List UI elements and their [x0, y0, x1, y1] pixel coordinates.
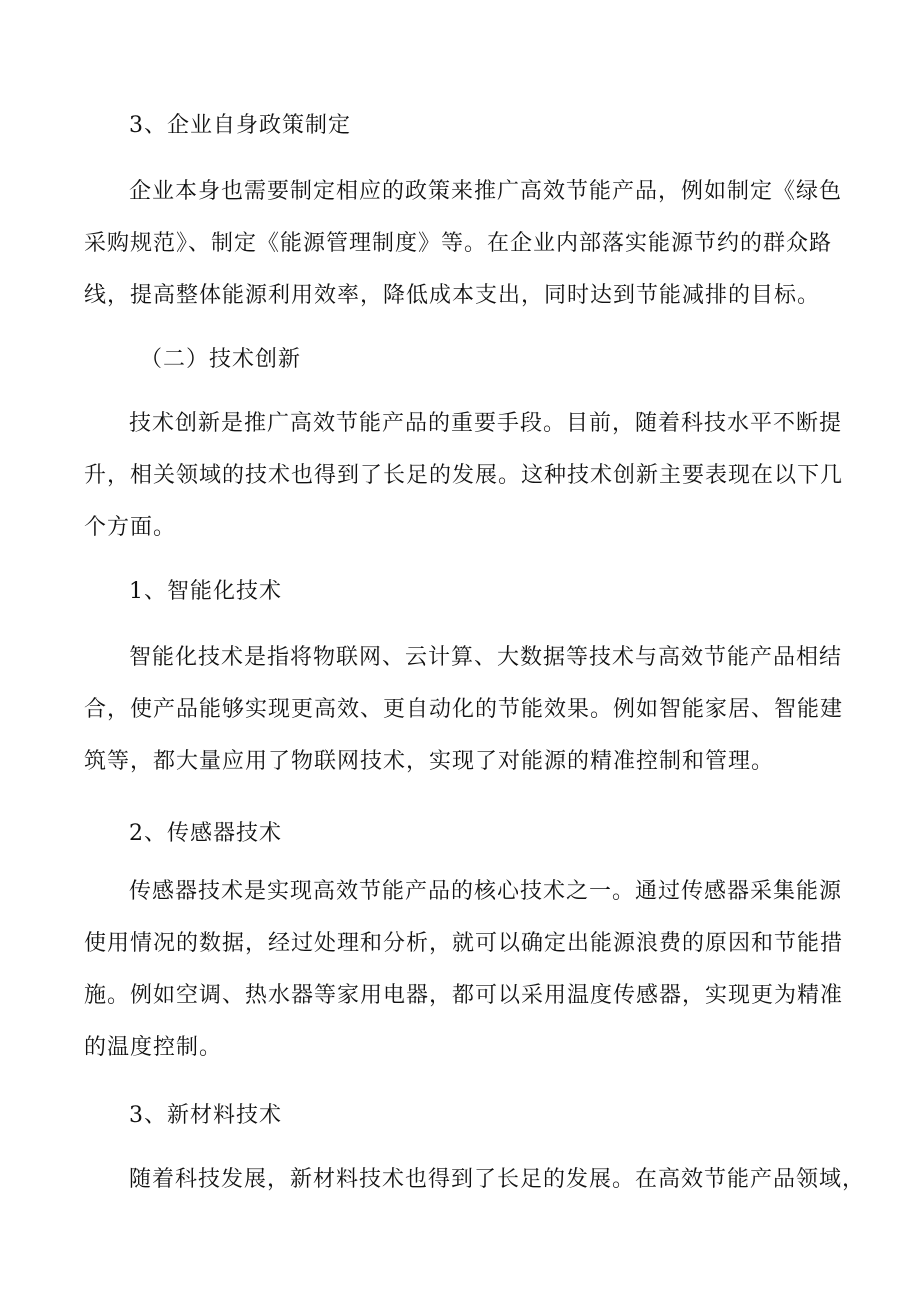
paragraph-line: 线，提高整体能源利用效率，降低成本支出，同时达到节能减排的目标。	[84, 283, 821, 308]
section-heading-smart: 1、智能化技术	[129, 579, 282, 604]
paragraph-line: 传感器技术是实现高效节能产品的核心技术之一。通过传感器采集能源	[129, 879, 843, 904]
paragraph-line: 升，相关领域的技术也得到了长足的发展。这种技术创新主要表现在以下几	[84, 463, 844, 488]
paragraph-line: 使用情况的数据，经过处理和分析，就可以确定出能源浪费的原因和节能措	[84, 931, 844, 956]
paragraph-line: 施。例如空调、热水器等家用电器，都可以采用温度传感器，实现更为精准	[84, 983, 844, 1008]
paragraph-line: 随着科技发展，新材料技术也得到了长足的发展。在高效节能产品领域，	[129, 1167, 866, 1192]
paragraph-tech-innovation	[84, 398, 844, 554]
paragraph-line: 企业本身也需要制定相应的政策来推广高效节能产品，例如制定《绿色	[129, 179, 843, 204]
paragraph-line: 筑等，都大量应用了物联网技术，实现了对能源的精准控制和管理。	[84, 749, 775, 774]
section-heading-policy: 3、企业自身政策制定	[129, 113, 351, 138]
section-heading-sensor: 2、传感器技术	[129, 821, 282, 846]
paragraph-line: 采购规范》、制定《能源管理制度》等。在企业内部落实能源节约的群众路	[84, 231, 833, 256]
section-heading-material: 3、新材料技术	[129, 1103, 282, 1128]
paragraph-material	[84, 1154, 866, 1206]
paragraph-line: 个方面。	[84, 515, 177, 540]
paragraph-line: 技术创新是推广高效节能产品的重要手段。目前，随着科技水平不断提	[129, 411, 843, 436]
paragraph-sensor	[84, 866, 844, 1074]
paragraph-policy	[84, 166, 843, 322]
section-heading-tech-innovation: （二）技术创新	[140, 347, 302, 372]
paragraph-smart	[84, 632, 844, 788]
paragraph-line: 的温度控制。	[84, 1035, 223, 1060]
paragraph-line: 合，使产品能够实现更高效、更自动化的节能效果。例如智能家居、智能建	[84, 697, 844, 722]
paragraph-line: 智能化技术是指将物联网、云计算、大数据等技术与高效节能产品相结	[129, 645, 843, 670]
